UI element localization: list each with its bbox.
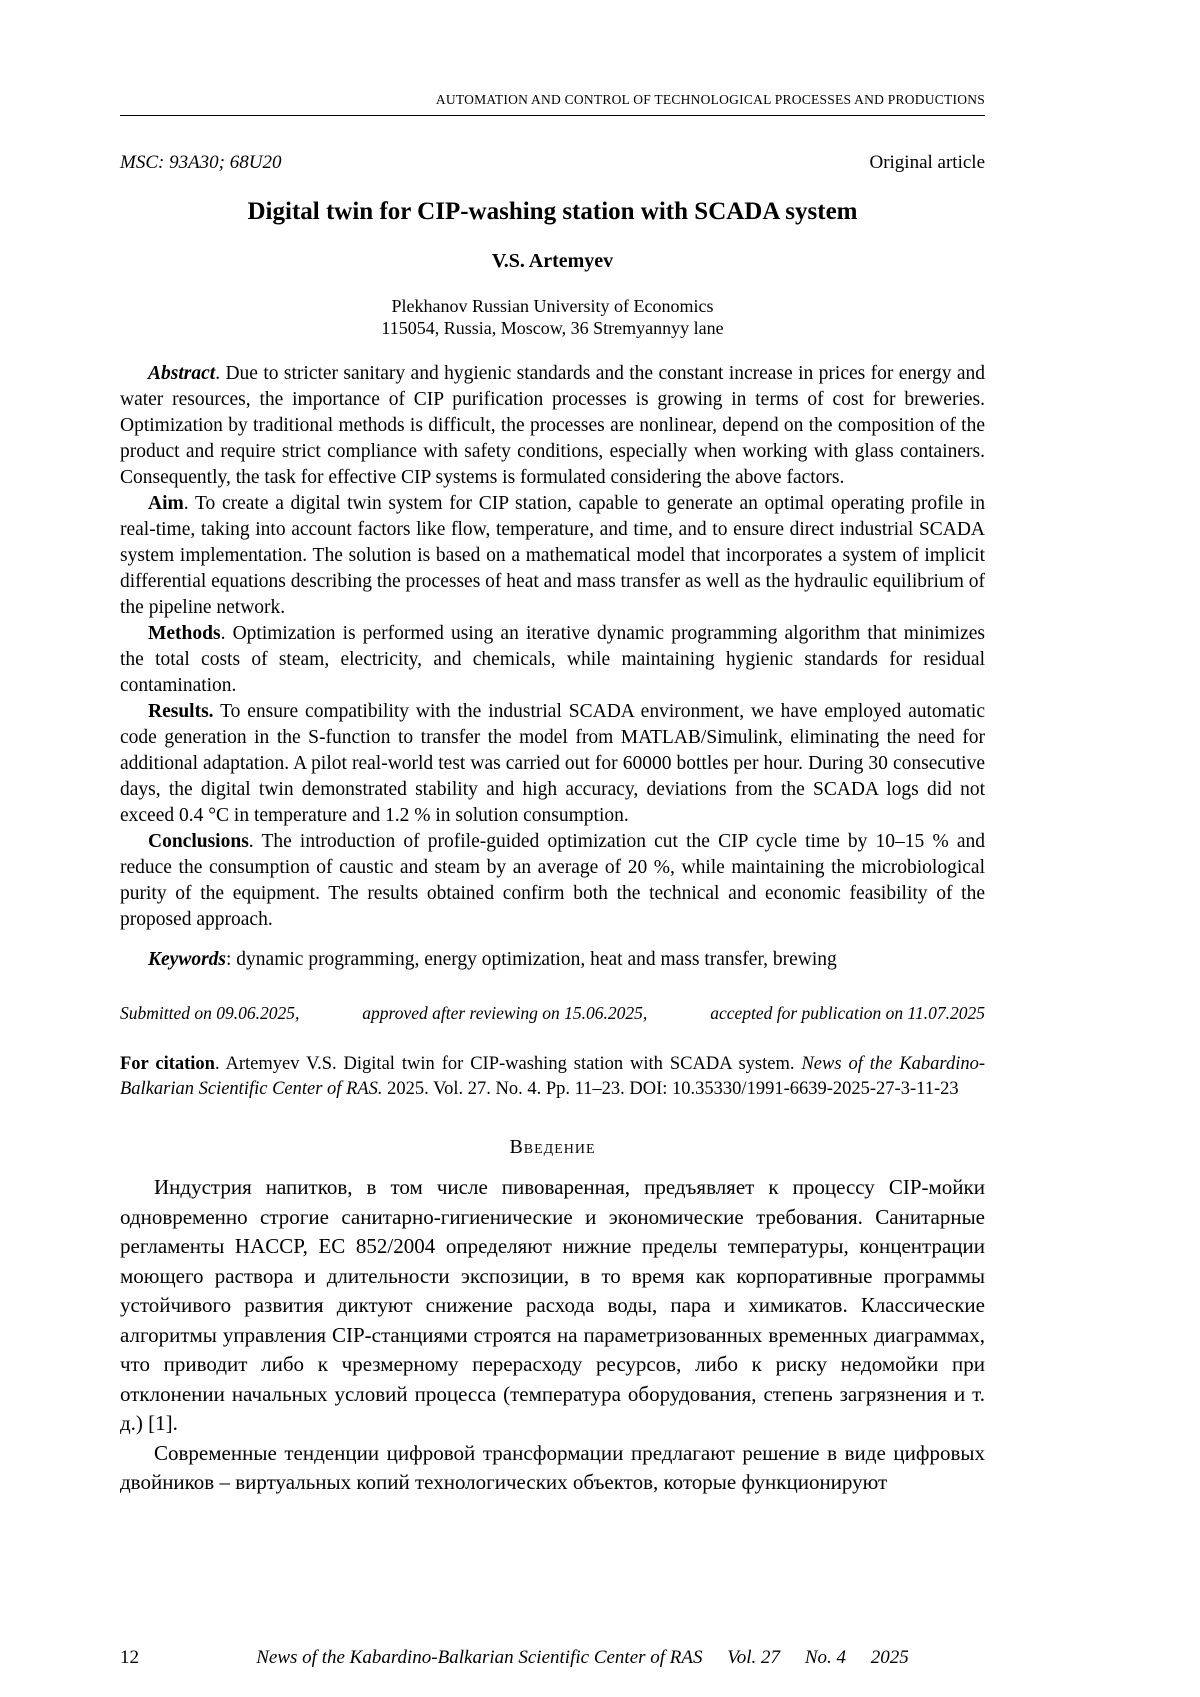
introduction-heading: Введение [509,1136,596,1158]
citation-text-before: . Artemyev V.S. Digital twin for CIP-washing station with SCADA system. [214,1054,802,1074]
footer-journal-line [180,1647,985,1669]
aim-label: Aim [148,493,184,514]
introduction-paragraph: Индустрия напитков, в том числе пивоваренная, предъявляет к процессу CIP-мойки одновременно строгие санитарно-гигиенические и экономические требования. Санитарные регламенты HACCP, ЕС 852/2004 определяют нижние пределы температуры, концентрации моющего раствора и длительности экспозиции, в то время как корпоративные программы устойчивого развития диктуют снижение расхода воды, пара и химикатов. Классические алгоритмы управления CIP-станциями строятся на параметризованных временных диаграммах, что приводит либо к чрезмерному перерасходу ресурсов, либо к риску недомойки при отклонении начальных условий процесса (температура оборудования, степень загрязнения и т. д.) [1]. [120,1175,985,1435]
footer-issue: No. 4 [804,1647,846,1668]
affiliation-address: 115054, Russia, Moscow, 36 Stremyannyy lane [381,318,724,338]
submitted-date: Submitted on 09.06.2025, [120,1003,300,1023]
footer-year: 2025 [870,1647,909,1668]
results-label: Results. [148,701,214,722]
keywords-label: Keywords [148,949,226,970]
article-title: Digital twin for CIP-washing station with SCADA system [247,198,858,225]
running-head: AUTOMATION AND CONTROL OF TECHNOLOGICAL PROCESSES AND PRODUCTIONS [120,92,985,116]
approved-date: approved after reviewing on 15.06.2025, [362,1003,648,1023]
conclusions-text: . The introduction of profile-guided optimization cut the CIP cycle time by 10–15 % and reduce the consumption of caustic and steam by an average of 20 %, while maintaining the microbiological purity of the equipment. The results obtained confirm both the technical and economic feasibility of the proposed approach. [120,831,985,930]
footer-journal-name: News of the Kabardino-Balkarian Scientific Center of RAS [256,1647,703,1668]
keywords-line [120,947,985,973]
aim-text: . To create a digital twin system for CIP station, capable to generate an optimal operating profile in real-time, taking into account factors like flow, temperature, and time, and to ensure direct industrial SCADA system implementation. The solution is based on a mathematical model that incorporates a system of implicit differential equations describing the processes of heat and mass transfer as well as the hydraulic equilibrium of the pipeline network. [120,493,985,618]
conclusions-paragraph [120,829,985,933]
page-number: 12 [120,1647,139,1668]
msc-row [120,152,985,174]
dates-row [120,1003,985,1024]
results-paragraph [120,699,985,829]
results-text: To ensure compatibility with the industrial SCADA environment, we have employed automatic code generation in the S-function to transfer the model from MATLAB/Simulink, eliminating the need for additional adaptation. A pilot real-world test was carried out for 60000 bottles per hour. During 30 consecutive days, the digital twin demonstrated stability and high accuracy, deviations from the SCADA logs did not exceed 0.4 °C in temperature and 1.2 % in solution consumption. [120,701,985,826]
methods-paragraph [120,621,985,699]
page-footer [120,1647,985,1669]
methods-label: Methods [148,623,221,644]
footer-volume: Vol. 27 [727,1647,781,1668]
citation-text-after: 2025. Vol. 27. No. 4. Pp. 11–23. DOI: 10.35330/1991-6639-2025-27-3-11-23 [382,1079,959,1099]
citation-label: For citation [120,1054,215,1074]
article-type: Original article [869,152,985,173]
accepted-date: accepted for publication on 11.07.2025 [710,1003,985,1023]
abstract-text: . Due to stricter sanitary and hygienic standards and the constant increase in prices for energy and water resources, the importance of CIP purification processes is growing in terms of cost for breweries. Optimization by traditional methods is difficult, the processes are nonlinear, depend on the composition of the product and require strict compliance with safety conditions, especially when working with glass containers. Consequently, the task for effective CIP systems is formulated considering the above factors. [120,363,985,488]
citation-paragraph [120,1052,985,1102]
aim-paragraph [120,491,985,621]
abstract-label: Abstract [148,363,216,384]
introduction-paragraph: Современные тенденции цифровой трансформации предлагают решение в виде цифровых двойников – виртуальных копий технологических объектов, которые функционируют [120,1440,985,1494]
affiliation-block [120,295,985,339]
affiliation-name: Plekhanov Russian University of Economics [391,296,714,316]
keywords-text: : dynamic programming, energy optimization, heat and mass transfer, brewing [226,949,837,970]
abstract-paragraph [120,361,985,491]
conclusions-label: Conclusions [148,831,249,852]
author-name: V.S. Artemyev [491,250,614,272]
abstract-section [120,361,985,933]
introduction-section [120,1173,985,1498]
methods-text: . Optimization is performed using an iterative dynamic programming algorithm that minimizes the total costs of steam, electricity, and chemicals, while maintaining hygienic standards for residual contamination. [120,623,985,696]
msc-code: MSC: 93A30; 68U20 [120,152,282,173]
citation-journal: News of the Kabardino-Balkarian Scientific Center of RAS. [120,1054,985,1099]
